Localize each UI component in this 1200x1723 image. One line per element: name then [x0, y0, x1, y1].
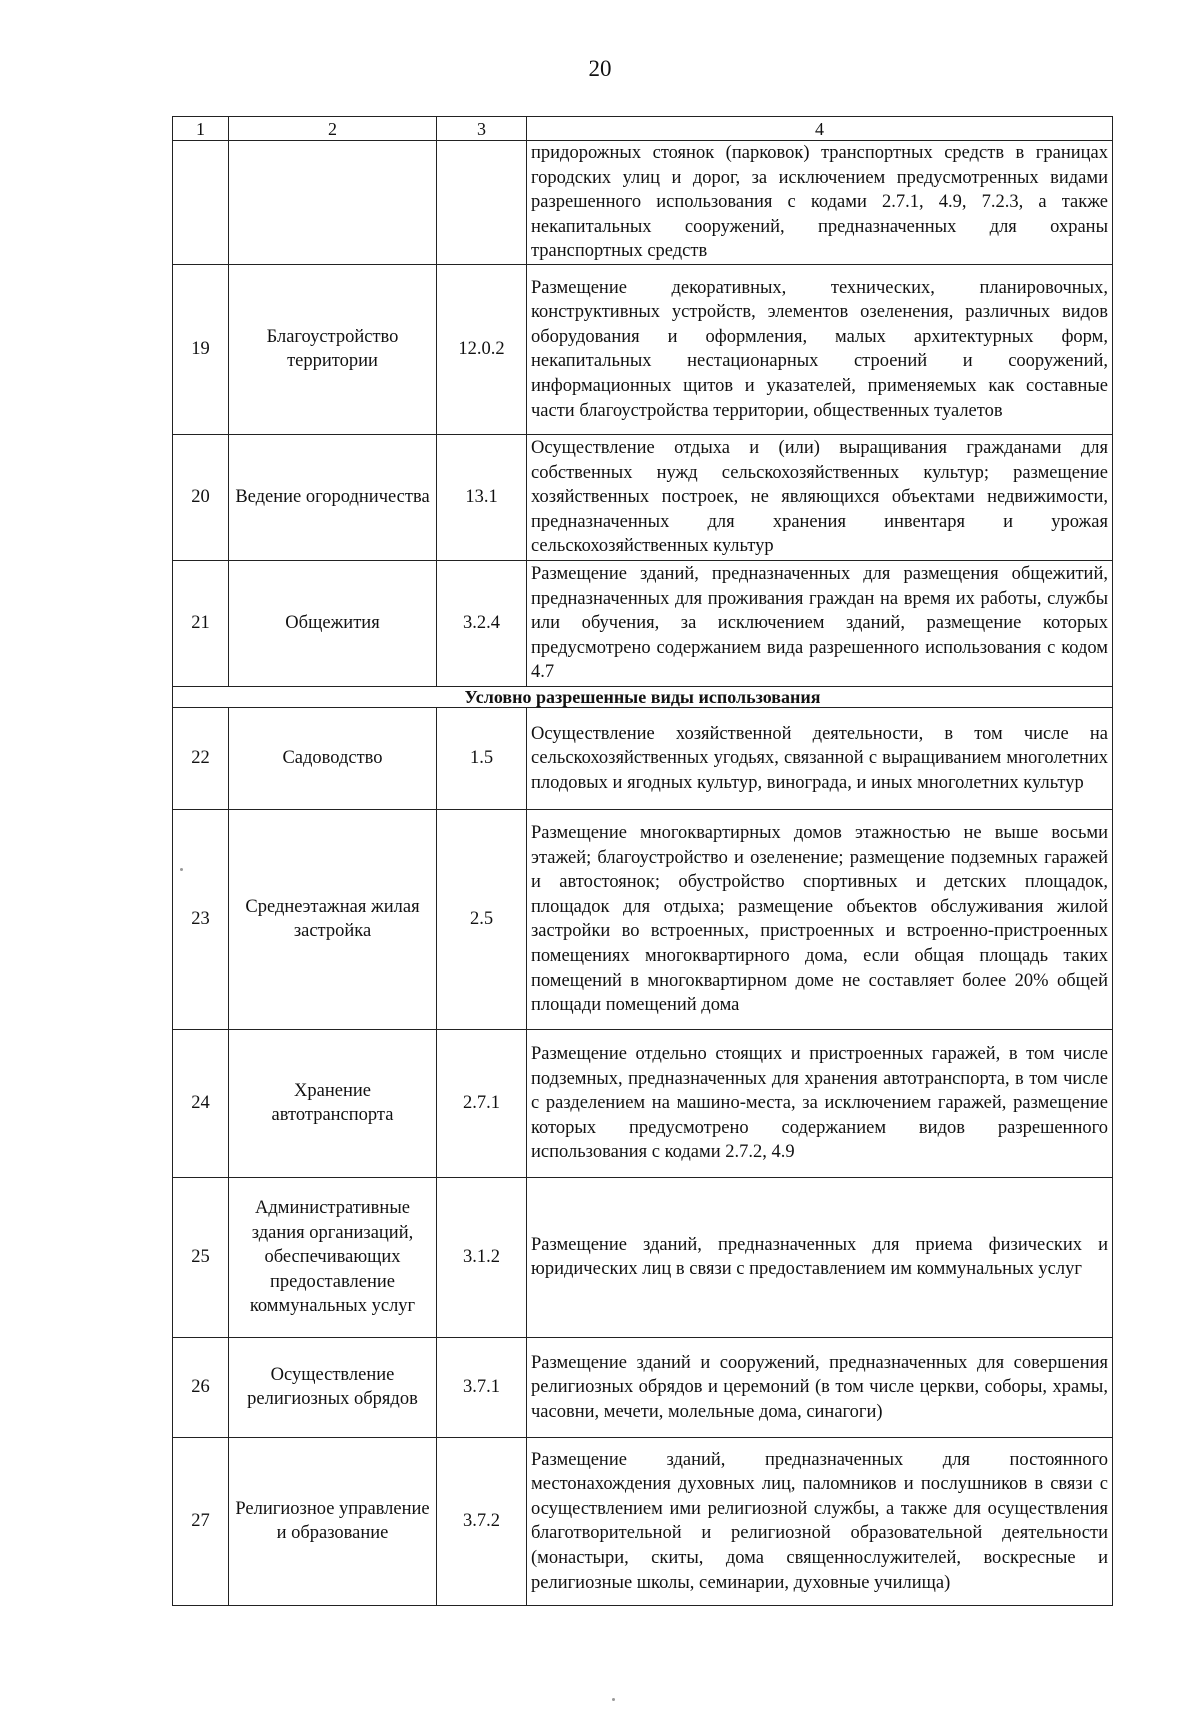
continuation-description: придорожных стоянок (парковок) транспортных средств в границах городских улиц и дорог, за исключением предусмотренных видами разрешенного использования с кодами 2.7.1, 4.9, 7.2.3, а также некапитальных сооружений, предназначенных для охраны транспортных средств: [527, 141, 1113, 265]
table-row: [173, 1337, 1113, 1437]
use-description-cell: Размещение зданий, предназначенных для размещения общежитий, предназначенных для проживания граждан на время их работы, службы или обучения, за исключением зданий, размещение которых предусмотрено содержанием вида разрешенного использования с кодом 4.7: [527, 560, 1113, 686]
use-description-cell: Осуществление отдыха и (или) выращивания гражданами для собственных нужд сельскохозяйственных культур; размещение хозяйственных построек, не являющихся объектами недвижимости, предназначенных для хранения инвентаря и урожая сельскохозяйственных культур: [527, 434, 1113, 560]
use-name-cell: Среднеэтажная жилая застройка: [229, 809, 437, 1029]
row-number-cell: 19: [173, 264, 229, 434]
row-number-cell: [173, 141, 229, 265]
scan-speck: [612, 1698, 615, 1701]
use-name-cell: Административные здания организаций, обеспечивающих предоставление коммунальных услуг: [229, 1177, 437, 1337]
row-number-cell: 26: [173, 1337, 229, 1437]
table-row: [173, 1029, 1113, 1177]
row-number-cell: 25: [173, 1177, 229, 1337]
table-row: [173, 1177, 1113, 1337]
use-code-cell: 12.0.2: [437, 264, 527, 434]
use-description-cell: Размещение многоквартирных домов этажностью не выше восьми этажей; благоустройство и озеленение; размещение подземных гаражей и автостоянок; обустройство спортивных и детских площадок, площадок для отдыха; размещение объектов обслуживания жилой застройки во встроенных, пристроенных и встроенно-пристроенных помещениях многоквартирного дома, если общая площадь таких помещений в многоквартирном доме не составляет более 20% общей площади помещений дома: [527, 809, 1113, 1029]
table-row: [173, 264, 1113, 434]
page-number: 20: [588, 56, 612, 81]
table-row: [173, 1437, 1113, 1605]
use-description-cell: Размещение зданий и сооружений, предназначенных для совершения религиозных обрядов и церемоний (в том числе церкви, соборы, храмы, часовни, мечети, молельные дома, синагоги): [527, 1337, 1113, 1437]
row-number-cell: 23: [173, 809, 229, 1029]
use-name-cell: Хранение автотранспорта: [229, 1029, 437, 1177]
use-code-cell: 3.7.1: [437, 1337, 527, 1437]
use-code-cell: 2.7.1: [437, 1029, 527, 1177]
table-row: [173, 434, 1113, 560]
section-title: Условно разрешенные виды использования: [173, 686, 1113, 707]
continuation-row: [173, 141, 1113, 265]
use-name-cell: Осуществление религиозных обрядов: [229, 1337, 437, 1437]
use-code-cell: [437, 141, 527, 265]
use-description-cell: Размещение отдельно стоящих и пристроенных гаражей, в том числе подземных, предназначенных для хранения автотранспорта, в том числе с разделением на машино-места, за исключением гаражей, размещение которых предусмотрено содержанием видов разрешенного использования с кодами 2.7.2, 4.9: [527, 1029, 1113, 1177]
use-name-cell: Садоводство: [229, 707, 437, 809]
row-number-cell: 21: [173, 560, 229, 686]
column-header-3: 3: [437, 117, 527, 141]
use-description-cell: Размещение зданий, предназначенных для постоянного местонахождения духовных лиц, паломников и послушников в связи с осуществлением ими религиозной службы, а также для осуществления благотворительной и религиозной образовательной деятельности (монастыри, скиты, дома священнослужителей, воскресные и религиозные школы, семинарии, духовные училища): [527, 1437, 1113, 1605]
column-header-4: 4: [527, 117, 1113, 141]
row-number-cell: 27: [173, 1437, 229, 1605]
use-code-cell: 2.5: [437, 809, 527, 1029]
column-header-2: 2: [229, 117, 437, 141]
table-body: [173, 141, 1113, 1606]
use-code-cell: 3.1.2: [437, 1177, 527, 1337]
row-number-cell: 24: [173, 1029, 229, 1177]
use-code-cell: 13.1: [437, 434, 527, 560]
use-name-cell: [229, 141, 437, 265]
use-name-cell: Благоустройство территории: [229, 264, 437, 434]
row-number-cell: 22: [173, 707, 229, 809]
use-code-cell: 1.5: [437, 707, 527, 809]
land-use-table: [172, 116, 1113, 1606]
use-name-cell: Общежития: [229, 560, 437, 686]
table-row: [173, 809, 1113, 1029]
use-code-cell: 3.7.2: [437, 1437, 527, 1605]
table-row: [173, 560, 1113, 686]
column-header-1: 1: [173, 117, 229, 141]
scan-speck: [180, 868, 183, 871]
row-number-cell: 20: [173, 434, 229, 560]
use-name-cell: Религиозное управление и образование: [229, 1437, 437, 1605]
table-row: [173, 707, 1113, 809]
use-description-cell: Размещение декоративных, технических, планировочных, конструктивных устройств, элементов озеленения, различных видов оборудования и оформления, малых архитектурных форм, некапитальных нестационарных строений и сооружений, информационных щитов и указателей, применяемых как составные части благоустройства территории, общественных туалетов: [527, 264, 1113, 434]
use-description-cell: Осуществление хозяйственной деятельности, в том числе на сельскохозяйственных угодьях, связанной с выращиванием многолетних плодовых и ягодных культур, винограда, и иных многолетних культур: [527, 707, 1113, 809]
use-name-cell: Ведение огородничества: [229, 434, 437, 560]
column-number-row: [173, 117, 1113, 141]
use-description-cell: Размещение зданий, предназначенных для приема физических и юридических лиц в связи с предоставлением им коммунальных услуг: [527, 1177, 1113, 1337]
use-code-cell: 3.2.4: [437, 560, 527, 686]
section-header-row: [173, 686, 1113, 707]
